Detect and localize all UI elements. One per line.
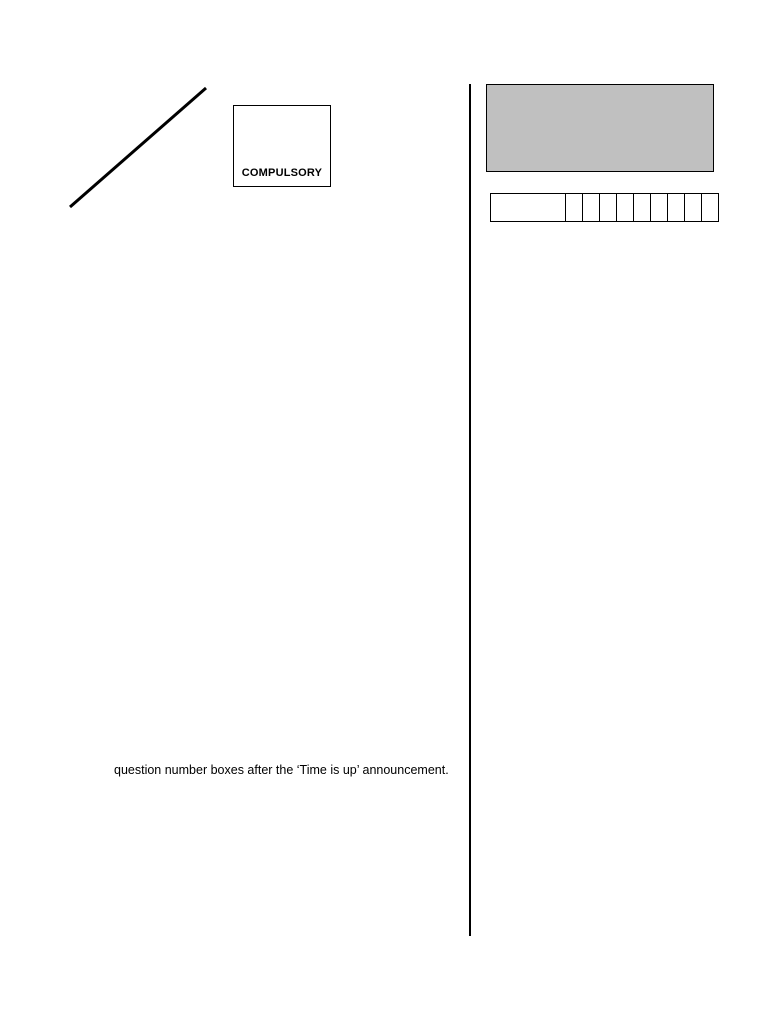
compulsory-box bbox=[233, 105, 331, 187]
compulsory-label: COMPULSORY bbox=[241, 167, 323, 179]
shaded-label-box bbox=[486, 84, 714, 172]
candidate-number-prefix-box[interactable] bbox=[491, 194, 565, 221]
candidate-digit-box[interactable] bbox=[565, 194, 582, 221]
candidate-digit-box[interactable] bbox=[599, 194, 616, 221]
candidate-digit-box[interactable] bbox=[633, 194, 650, 221]
candidate-digit-box[interactable] bbox=[650, 194, 667, 221]
candidate-digit-box[interactable] bbox=[582, 194, 599, 221]
candidate-number-boxes bbox=[490, 193, 719, 222]
candidate-digit-box[interactable] bbox=[684, 194, 701, 221]
instruction-text: question number boxes after the ‘Time is up’ announcement. bbox=[114, 763, 449, 777]
candidate-digit-box[interactable] bbox=[616, 194, 633, 221]
candidate-digit-box[interactable] bbox=[667, 194, 684, 221]
candidate-digit-box[interactable] bbox=[701, 194, 718, 221]
vertical-divider bbox=[469, 84, 471, 936]
